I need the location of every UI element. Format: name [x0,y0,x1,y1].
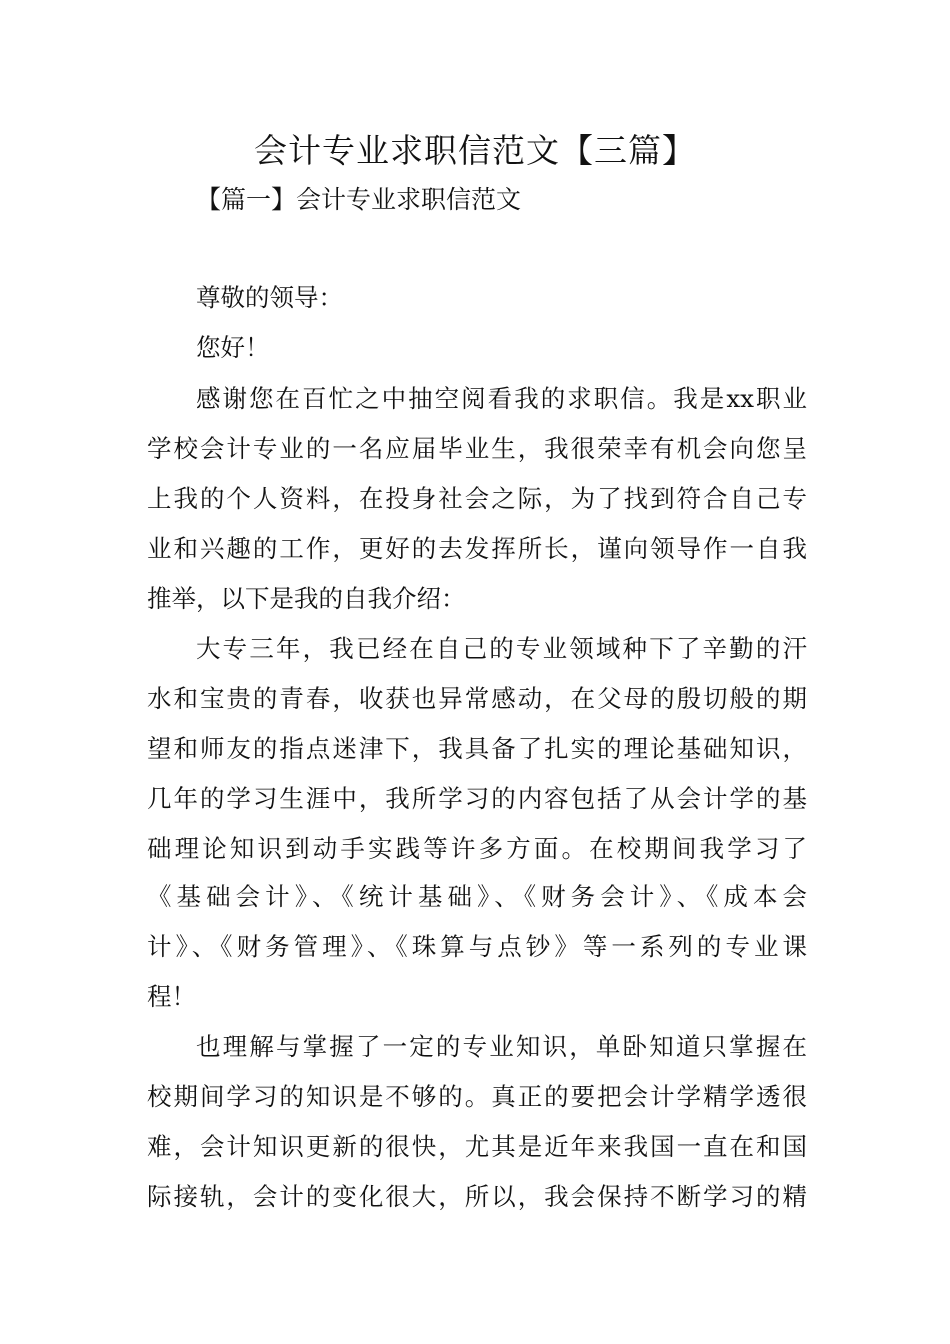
paragraph-2-line: 础理论知识到动手实践等许多方面。在校期间我学习了 [147,834,807,863]
paragraph-1-line: 上我的个人资料，在投身社会之际，为了找到符合自己专 [147,484,807,513]
paragraph-2-line: 大专三年，我已经在自己的专业领域种下了辛勤的汗 [196,634,807,663]
paragraph-2-line: 《基础会计》、《统计基础》、《财务会计》、《成本会 [147,882,807,911]
paragraph-3-line: 也理解与掌握了一定的专业知识，单卧知道只掌握在 [196,1032,807,1061]
paragraph-2-line: 望和师友的指点迷津下，我具备了扎实的理论基础知识， [147,734,807,763]
paragraph-2-line: 程！ [147,982,196,1011]
greeting: 您好！ [196,333,270,362]
paragraph-1-line: 业和兴趣的工作，更好的去发挥所长，谨向领导作一自我 [147,534,807,563]
paragraph-2-line: 几年的学习生涯中，我所学习的内容包括了从会计学的基 [147,784,807,813]
paragraph-1-line: 感谢您在百忙之中抽空阅看我的求职信。我是xx职业 [196,384,807,413]
section-heading: 【篇一】会计专业求职信范文 [196,185,522,214]
paragraph-1-line: 学校会计专业的一名应届毕业生，我很荣幸有机会向您呈 [147,434,807,463]
paragraph-2-line: 计》、《财务管理》、《珠算与点钞》等一系列的专业课 [147,932,807,961]
paragraph-3-line: 校期间学习的知识是不够的。真正的要把会计学精学透很 [147,1082,807,1111]
paragraph-3-line: 际接轨，会计的变化很大，所以，我会保持不断学习的精 [147,1182,807,1211]
paragraph-2-line: 水和宝贵的青春，收获也异常感动，在父母的殷切般的期 [147,684,807,713]
document-title: 会计专业求职信范文【三篇】 [254,131,696,170]
salutation: 尊敬的领导： [196,283,343,312]
paragraph-3-line: 难，会计知识更新的很快，尤其是近年来我国一直在和国 [147,1132,807,1161]
paragraph-1-line: 推举，以下是我的自我介绍： [147,584,466,613]
